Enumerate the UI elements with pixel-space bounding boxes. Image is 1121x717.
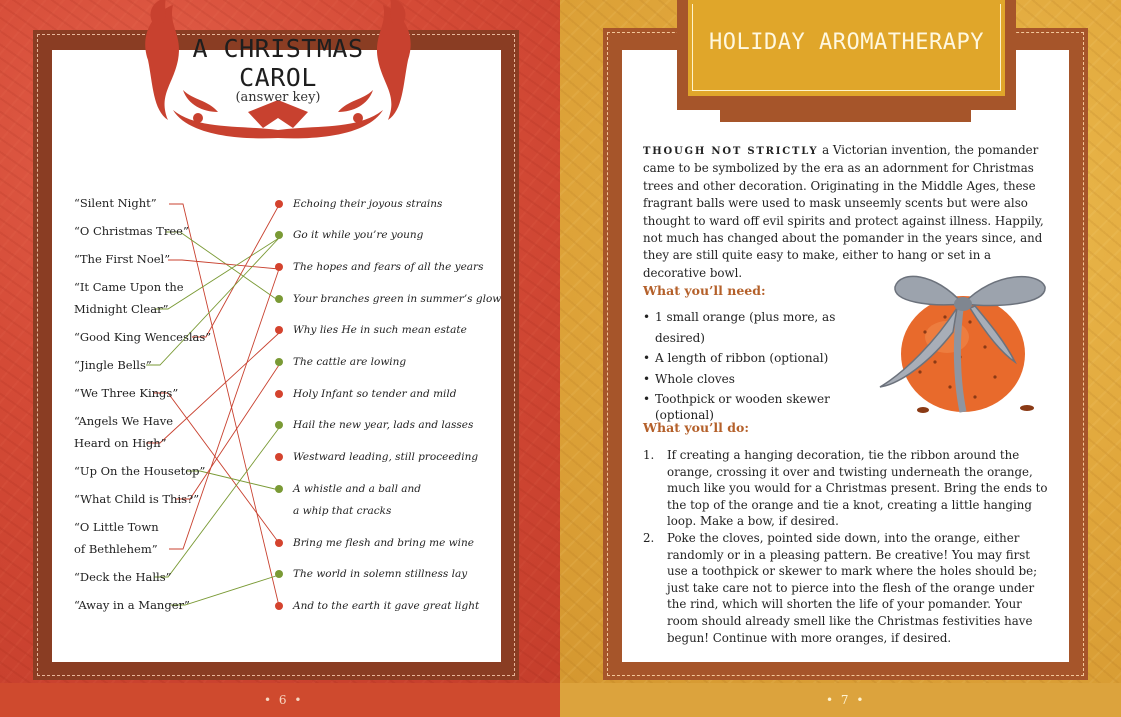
step-item — [643, 530, 1048, 646]
match-dot — [275, 231, 283, 239]
title-line-2: CAROL — [239, 63, 317, 92]
lyric-line: The hopes and fears of all the years — [293, 261, 484, 273]
step-number: 1. — [643, 448, 655, 462]
lyric-line: Hail the new year, lads and lasses — [293, 419, 474, 431]
lyric-line: A whistle and a ball and — [293, 483, 422, 495]
match-dot — [275, 295, 283, 303]
bullet-icon: • — [643, 310, 651, 324]
song-title: of Bethlehem” — [74, 542, 158, 556]
need-heading: What you’ll need: — [643, 283, 766, 298]
title-line-1: A CHRISTMAS — [192, 34, 364, 63]
need-item-text: Toothpick or wooden skewer (optional) — [655, 392, 830, 422]
song-title: “Up On the Housetop” — [74, 464, 206, 478]
lyric-line: The cattle are lowing — [293, 356, 407, 368]
need-item — [643, 369, 883, 390]
song-title: “We Three Kings” — [74, 386, 179, 400]
match-dot — [275, 200, 283, 208]
match-dot — [275, 453, 283, 461]
lyric-line: Echoing their joyous strains — [293, 198, 443, 210]
step-text: If creating a hanging decoration, tie the ribbon around the orange, crossing it over and twisting underneath the orange, much like you would for a Christmas present. Bring the ends to the top of the orange and tie a knot, creating a little hanging loop. Make a bow, if desired. — [667, 448, 1048, 529]
song-title: “It Came Upon the — [74, 280, 184, 294]
step-text: Poke the cloves, pointed side down, into the orange, either randomly or in a pleasing pattern. Be creative! You may first use a toothpick or skewer to mark where the holes should be; just take care not to pierce into the flesh of the orange under the rind, which will shorten the life of your pomander. Your room should already smell like the Christmas festivities have begun! Continue with more oranges, if desired. — [667, 530, 1038, 645]
page-title — [150, 34, 406, 92]
song-title: Midnight Clear” — [74, 302, 169, 316]
pomander-orange-icon — [875, 262, 1055, 422]
lyric-line: Your branches green in summer’s glow — [293, 293, 502, 305]
need-item — [643, 348, 883, 369]
right-page-title: HOLIDAY AROMATHERAPY — [709, 30, 984, 55]
lyric-line: And to the earth it gave great light — [293, 600, 480, 612]
lyric-line: The world in solemn stillness lay — [293, 568, 468, 580]
step-number: 2. — [643, 530, 655, 545]
song-title: “Away in a Manger” — [74, 598, 190, 612]
lyric-line: Westward leading, still proceeding — [293, 451, 479, 463]
bullet-icon: • — [643, 351, 651, 365]
song-title: “What Child is This?” — [74, 492, 200, 506]
match-dot — [275, 263, 283, 271]
lyric-line: Go it while you’re young — [293, 229, 424, 241]
step-item — [643, 447, 1048, 530]
intro-text: a Victorian invention, the pomander came to be symbolized by the era as an adornment for Christmas trees and other decoration. Originating in the Middle Ages, these fragrant balls were used to mask unseemly scents but were also thought to ward off evil spirits and protect against illness. Happily, not much has changed about the pomander in the years since, and they are still quite easy to make, either to hang or set in a decorative bowl. — [643, 143, 1044, 280]
lyric-line: Holy Infant so tender and mild — [293, 388, 457, 400]
song-title: “Deck the Halls” — [74, 570, 172, 584]
song-title: “Silent Night” — [74, 196, 157, 210]
lyric-line: a whip that cracks — [293, 505, 392, 517]
do-heading: What you’ll do: — [643, 420, 749, 435]
song-title: Heard on High” — [74, 436, 167, 450]
need-item-text: Whole cloves — [655, 371, 735, 386]
needs-list — [643, 307, 883, 423]
match-dot — [275, 570, 283, 578]
song-title: “The First Noel” — [74, 252, 171, 266]
left-page-number: • 6 • — [264, 693, 304, 707]
match-dot — [275, 485, 283, 493]
song-title: “O Little Town — [74, 520, 159, 534]
song-title: “Angels We Have — [74, 414, 174, 428]
need-item-text: A length of ribbon (optional) — [655, 351, 829, 365]
need-item — [643, 307, 883, 348]
lyric-line: Bring me flesh and bring me wine — [293, 537, 474, 549]
steps-list — [643, 447, 1048, 646]
right-page-number: • 7 • — [826, 693, 866, 707]
match-dot — [275, 326, 283, 334]
title-banner-base — [720, 110, 971, 122]
match-dot — [275, 358, 283, 366]
need-item-text: 1 small orange (plus more, as desired) — [655, 310, 836, 345]
song-title: “O Christmas Tree” — [74, 224, 189, 238]
intro-lead: THOUGH NOT STRICTLY — [643, 146, 819, 157]
bullet-icon: • — [643, 392, 651, 406]
match-dot — [275, 602, 283, 610]
match-dot — [275, 421, 283, 429]
need-item — [643, 391, 883, 423]
bullet-icon: • — [643, 371, 651, 386]
song-title: “Good King Wenceslas” — [74, 330, 212, 344]
song-title: “Jingle Bells” — [74, 358, 152, 372]
page-subtitle: (answer key) — [235, 90, 321, 105]
match-dot — [275, 390, 283, 398]
match-dot — [275, 539, 283, 547]
lyric-line: Why lies He in such mean estate — [293, 324, 467, 336]
